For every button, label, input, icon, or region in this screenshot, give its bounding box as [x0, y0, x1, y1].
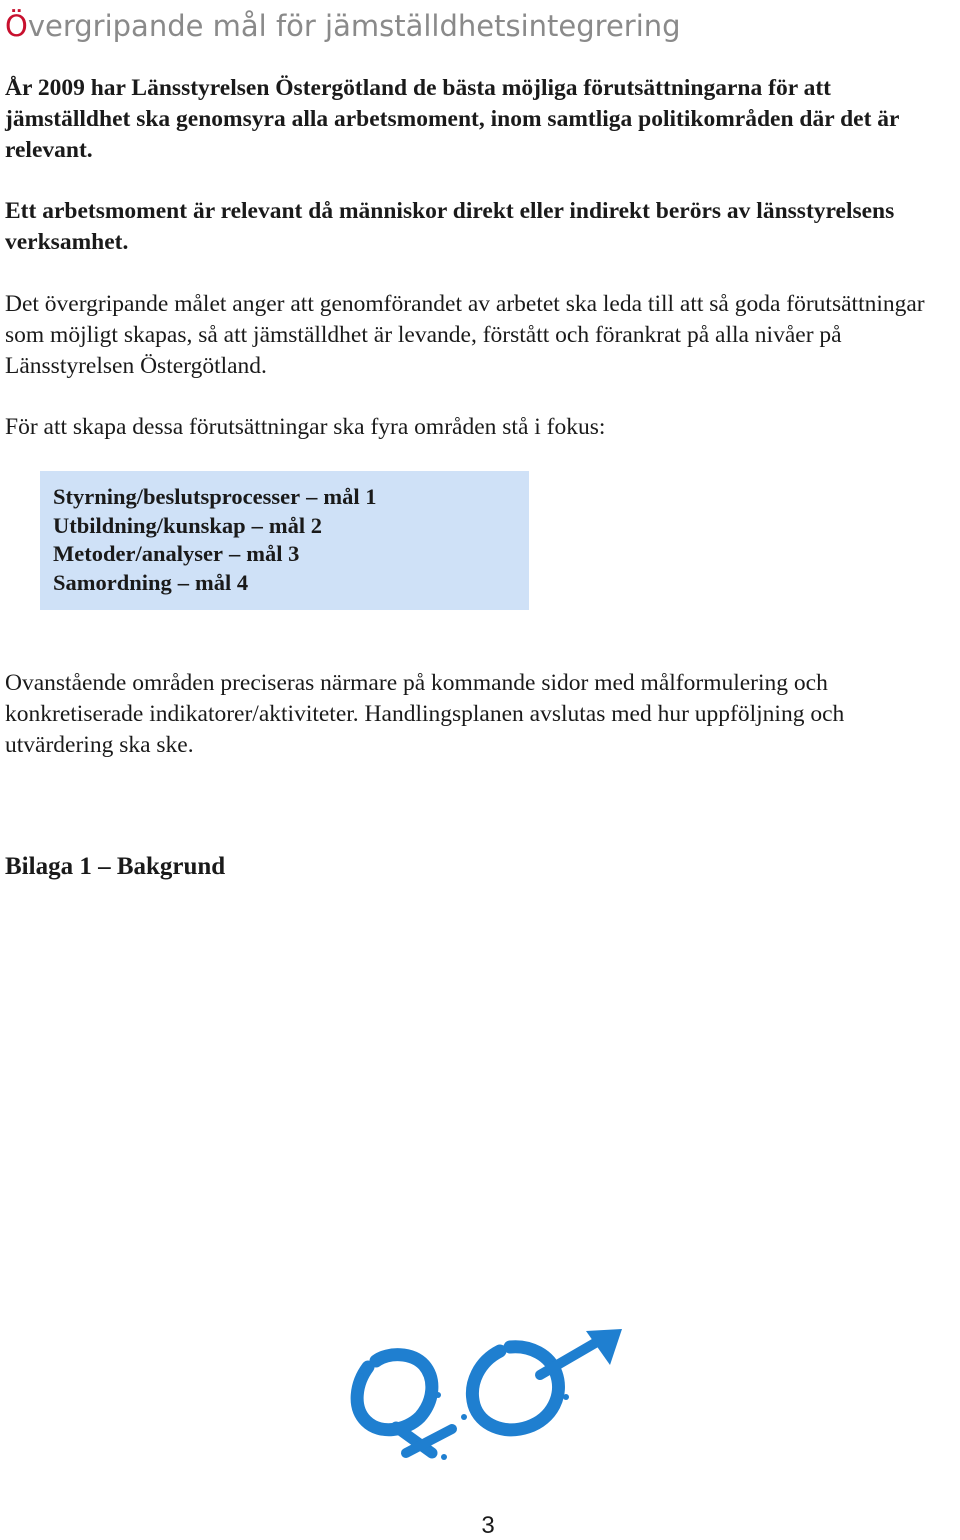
page-title [5, 6, 681, 46]
focus-area-dash: – [251, 512, 263, 538]
focus-intro-paragraph: För att skapa dessa förutsättningar ska fyra områden stå i fokus: [5, 414, 606, 440]
focus-area-dash: – [177, 570, 190, 596]
focus-area-dash: – [228, 541, 241, 567]
relevance-paragraph: Ett arbetsmoment är relevant då människor direkt eller indirekt berörs av länsstyrelsens verksamhet. [5, 198, 895, 255]
focus-area-goal: mål 2 [268, 512, 322, 538]
focus-area-row [53, 483, 529, 512]
outro-paragraph: Ovanstående områden preciseras närmare på kommande sidor med målformulering och konkretiserade indikatorer/aktiviteter. Handlingsplanen avslutas med hur uppföljning och utvärdering ska ske. [5, 670, 845, 758]
focus-area-row [53, 569, 529, 598]
focus-area-row [53, 512, 529, 541]
focus-area-goal: mål 1 [323, 484, 377, 509]
page-number: 3 [481, 1512, 495, 1539]
focus-area-name: Samordning [53, 570, 172, 596]
focus-areas-box [40, 471, 529, 610]
focus-area-goal: mål 3 [246, 541, 300, 567]
gender-equality-symbols-icon [340, 1325, 630, 1465]
title-first-letter: Ö [5, 9, 28, 43]
appendix-heading: Bilaga 1 – Bakgrund [5, 853, 226, 880]
focus-area-name: Metoder/analyser [53, 541, 223, 567]
intro-paragraph: År 2009 har Länsstyrelsen Östergötland de bästa möjliga förutsättningarna för att jämställdhet ska genomsyra alla arbetsmoment, inom samtliga politikområden där det är relevant. [5, 75, 900, 163]
focus-area-row [53, 540, 529, 569]
focus-area-goal: mål 4 [195, 570, 249, 596]
title-rest: vergripande mål för jämställdhetsintegrering [27, 9, 681, 43]
focus-area-name: Styrning/beslutsprocesser [53, 484, 301, 509]
goal-paragraph: Det övergripande målet anger att genomförandet av arbetet ska leda till att så goda förutsättningar som möjligt skapas, så att jämställdhet är levande, förstått och förankrat på alla nivåer på Länsstyrelsen Östergötland. [5, 291, 925, 379]
focus-area-dash: – [306, 484, 318, 509]
focus-area-name: Utbildning/kunskap [53, 512, 246, 538]
